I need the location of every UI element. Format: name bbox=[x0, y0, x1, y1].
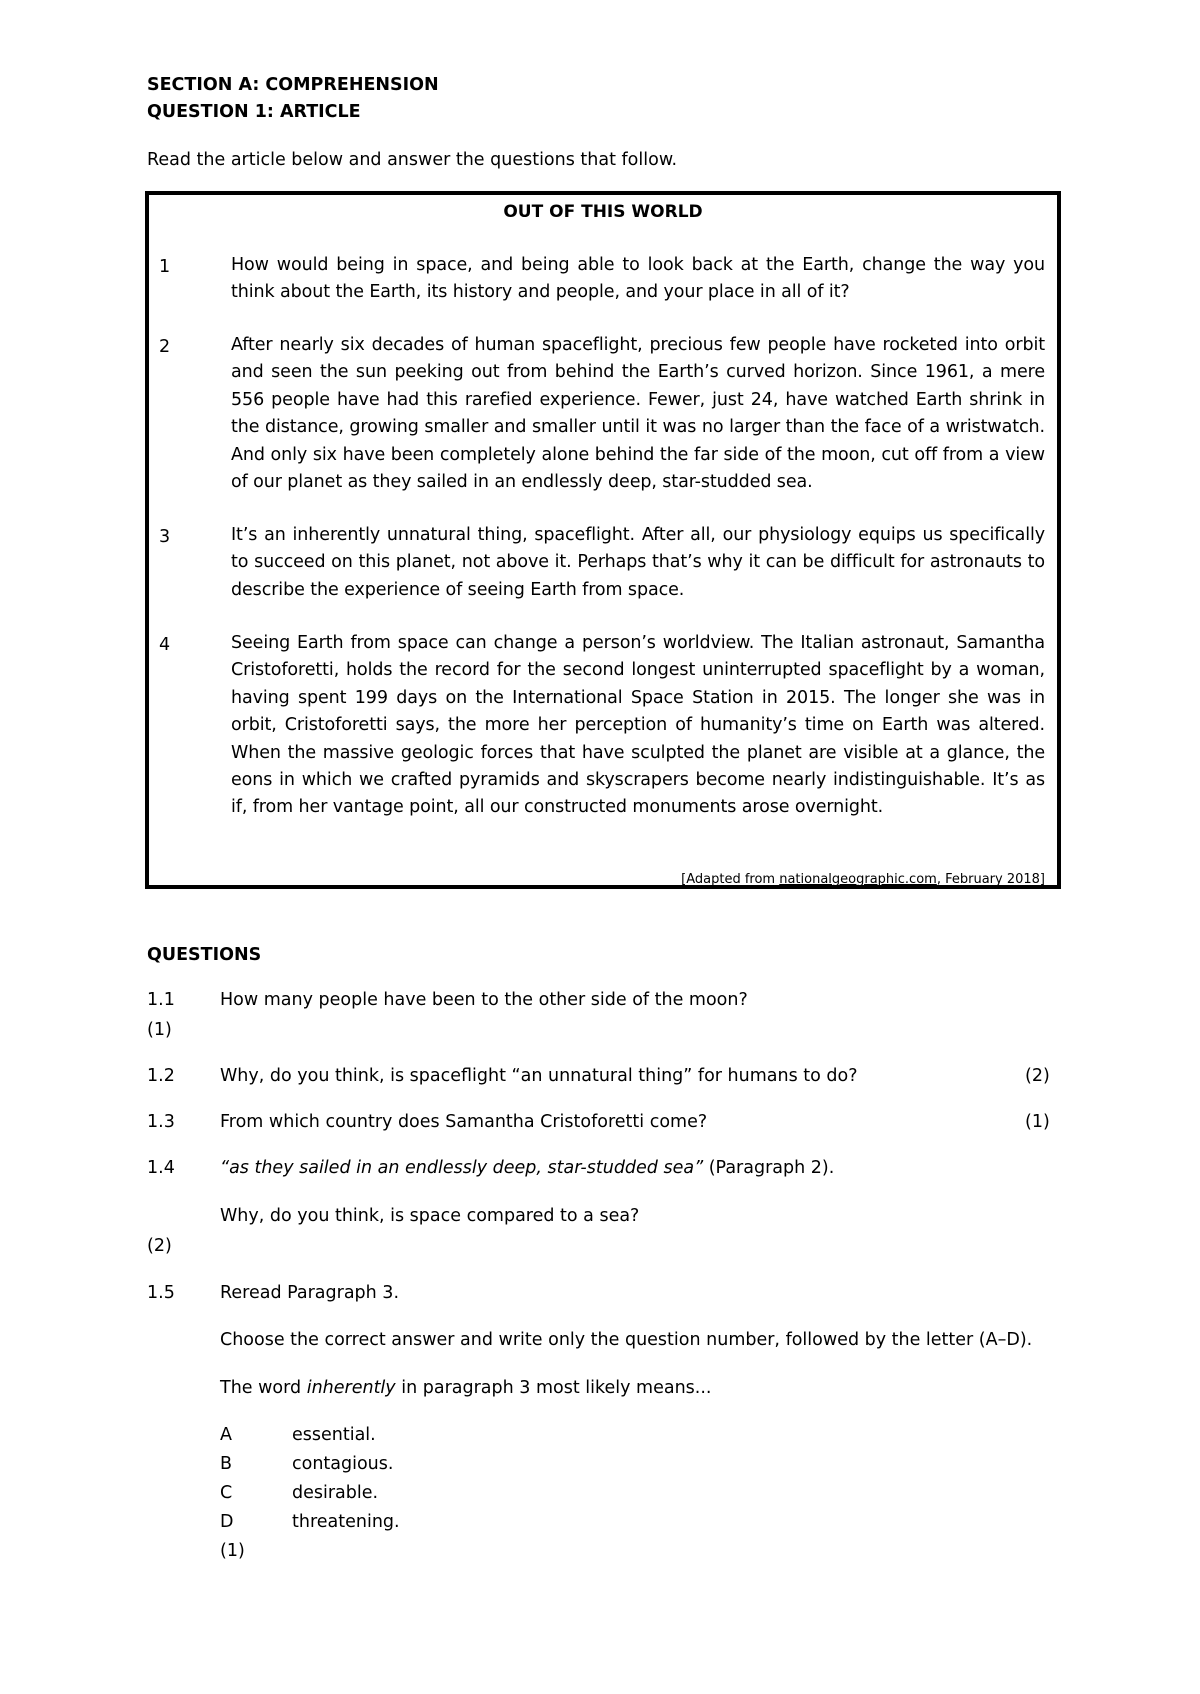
question-text: Why, do you think, is spaceflight “an unnatural thing” for humans to do? bbox=[220, 1066, 858, 1086]
paragraph-text: How would being in space, and being able to look back at the Earth, change the way you think about the Earth, its history and people, and your place in all of it? bbox=[231, 255, 1045, 303]
option-text: desirable. bbox=[292, 1483, 379, 1503]
question-heading: QUESTION 1: ARTICLE bbox=[147, 102, 361, 122]
paragraph-number: 2 bbox=[159, 337, 171, 357]
section-heading: SECTION A: COMPREHENSION bbox=[147, 75, 439, 95]
question-number: 1.3 bbox=[147, 1112, 175, 1132]
questions-heading: QUESTIONS bbox=[147, 945, 262, 965]
question-text: How many people have been to the other side of the moon? bbox=[220, 990, 748, 1010]
question-quote-line bbox=[220, 1158, 834, 1178]
paragraph-number: 3 bbox=[159, 527, 171, 547]
question-number: 1.2 bbox=[147, 1066, 175, 1086]
article-box bbox=[145, 191, 1061, 889]
option-text: essential. bbox=[292, 1425, 376, 1445]
option-letter: A bbox=[220, 1425, 232, 1445]
paragraph-text: After nearly six decades of human spaceflight, precious few people have rocketed into orbit and seen the sun peeking out from behind the Earth’s curved horizon. Since 1961, a mere 556 people have had this rarefied experience. Fewer, just 24, have watched Earth shrink in the distance, growing smaller and smaller until it was no larger than the face of a wristwatch. And only six have been completely alone behind the far side of the moon, cut off from a view of our planet as they sailed in an endlessly deep, star-studded sea. bbox=[231, 335, 1045, 493]
source-link[interactable]: nationalgeographic.com bbox=[779, 872, 937, 887]
paragraph-number: 1 bbox=[159, 257, 171, 277]
instruction-text: Read the article below and answer the questions that follow. bbox=[147, 150, 678, 170]
question-text: Reread Paragraph 3. bbox=[220, 1283, 400, 1303]
question-marks: (1) bbox=[220, 1541, 245, 1561]
option-text: threatening. bbox=[292, 1512, 400, 1532]
question-text: Why, do you think, is space compared to a sea? bbox=[220, 1206, 640, 1226]
paragraph-text: Seeing Earth from space can change a person’s worldview. The Italian astronaut, Samantha Cristoforetti, holds the record for the second longest uninterrupted spaceflight by a woman, having spent 199 days on the International Space Station in 2015. The longer she was in orbit, Cristoforetti says, the more her perception of humanity’s time on Earth was altered. When the massive geologic forces that have sculpted the planet are visible at a glance, the eons in which we crafted pyramids and skyscrapers become nearly indistinguishable. It’s as if, from her vantage point, all our constructed monuments arose overnight. bbox=[231, 633, 1045, 818]
question-instruction: Choose the correct answer and write only the question number, followed by the letter (A–D). bbox=[220, 1330, 1033, 1350]
option-letter: D bbox=[220, 1512, 234, 1532]
option-letter: B bbox=[220, 1454, 233, 1474]
question-stem: The word inherently in paragraph 3 most likely means... bbox=[220, 1378, 712, 1398]
question-marks: (1) bbox=[147, 1020, 172, 1040]
question-marks: (2) bbox=[1025, 1066, 1050, 1086]
paragraph-number: 4 bbox=[159, 635, 171, 655]
question-marks: (1) bbox=[1025, 1112, 1050, 1132]
article-source: [Adapted from nationalgeographic.com, February 2018] bbox=[681, 872, 1045, 887]
option-letter: C bbox=[220, 1483, 233, 1503]
question-quote: “as they sailed in an endlessly deep, star-studded sea” bbox=[220, 1158, 704, 1178]
question-number: 1.5 bbox=[147, 1283, 175, 1303]
paragraph-text: It’s an inherently unnatural thing, spaceflight. After all, our physiology equips us specifically to succeed on this planet, not above it. Perhaps that’s why it can be difficult for astronauts to describe the experience of seeing Earth from space. bbox=[231, 525, 1045, 600]
question-number: 1.1 bbox=[147, 990, 175, 1010]
question-text: From which country does Samantha Cristoforetti come? bbox=[220, 1112, 708, 1132]
question-number: 1.4 bbox=[147, 1158, 175, 1178]
article-title: OUT OF THIS WORLD bbox=[503, 202, 703, 222]
option-text: contagious. bbox=[292, 1454, 394, 1474]
question-marks: (2) bbox=[147, 1236, 172, 1256]
keyword: inherently bbox=[306, 1378, 396, 1398]
question-ref: (Paragraph 2). bbox=[703, 1158, 835, 1178]
